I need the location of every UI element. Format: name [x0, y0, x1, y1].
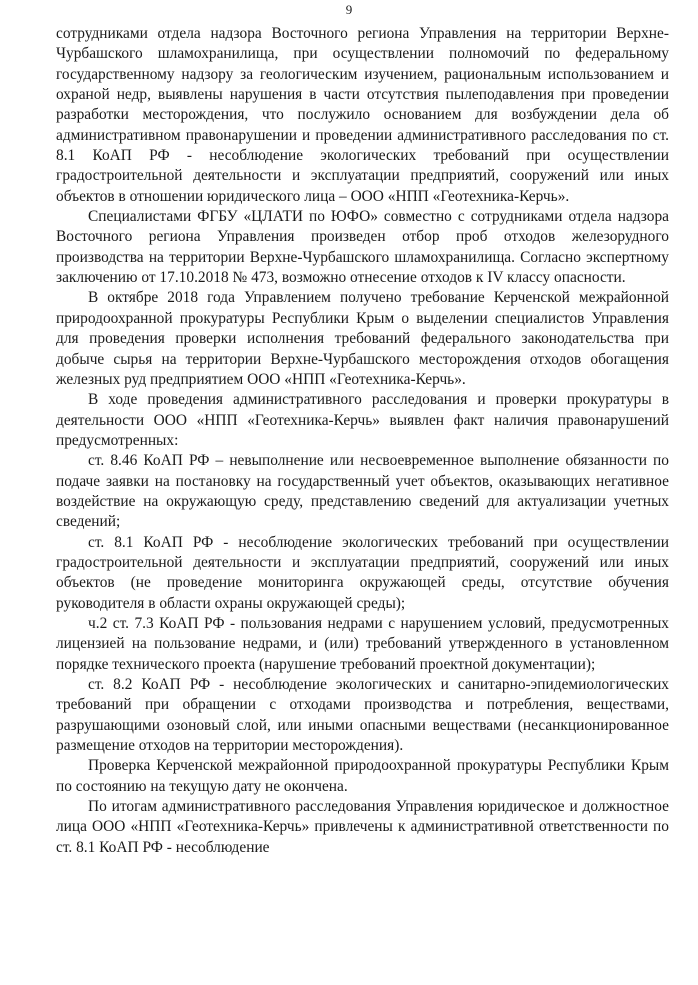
paragraph-8: ст. 8.2 КоАП РФ - несоблюдение экологических и санитарно-эпидемиологических требований при обращении с отходами производства и потребления, веществами, разрушающими озоновый слой, или иными опасными веществами (несанкционированное размещение отходов на территории месторождения). — [56, 676, 669, 755]
paragraph-5: ст. 8.46 КоАП РФ – невыполнение или несвоевременное выполнение обязанности по подаче заявки на постановку на государственный учет объектов, оказывающих негативное воздействие на окружающую среду, представлению сведений для актуализации учетных сведений; — [56, 452, 669, 531]
document-body — [56, 24, 669, 858]
page-number: 9 — [345, 2, 353, 17]
paragraph-7: ч.2 ст. 7.3 КоАП РФ - пользования недрами с нарушением условий, предусмотренных лицензией на пользование недрами, и (или) требований утвержденного в установленном порядке технического проекта (нарушение требований проектной документации); — [56, 614, 669, 673]
paragraph-2: Специалистами ФГБУ «ЦЛАТИ по ЮФО» совместно с сотрудниками отдела надзора Восточного региона Управления произведен отбор проб отходов железорудного производства на территории Верхне-Чурбашского шламохранилища. Согласно экспертному заключению от 17.10.2018 № 473, возможно отнесение отходов к IV классу опасности. — [56, 208, 669, 287]
paragraph-10: По итогам административного расследования Управления юридическое и должностное лица ООО «НПП «Геотехника-Керчь» привлечены к административной ответственности по ст. 8.1 КоАП РФ - несоблюдение — [56, 798, 669, 856]
paragraph-4: В ходе проведения административного расследования и проверки прокуратуры в деятельности ООО «НПП «Геотехника-Керчь» выявлен факт наличия правонарушений предусмотренных: — [56, 391, 669, 449]
paragraph-1: сотрудниками отдела надзора Восточного региона Управления на территории Верхне-Чурбашского шламохранилища, при осуществлении полномочий по федеральному государственному надзору за геологическим изучением, рациональным использованием и охраной недр, выявлены нарушения в части отсутствия пылеподавления при проведении разработки месторождения, что послужило основанием для возбуждении дела об административном правонарушении и проведении административного расследования по ст. 8.1 КоАП РФ - несоблюдение экологических требований при осуществлении градостроительной деятельности и эксплуатации предприятий, сооружений или иных объектов в отношении юридического лица – ООО «НПП «Геотехника-Керчь». — [56, 25, 669, 205]
paragraph-9: Проверка Керченской межрайонной природоохранной прокуратуры Республики Крым по состоянию на текущую дату не окончена. — [56, 757, 669, 795]
paragraph-3: В октябре 2018 года Управлением получено требование Керченской межрайонной природоохранной прокуратуры Республики Крым о выделении специалистов Управления для проведения проверки исполнения требований федерального законодательства при добыче сырья на территории Верхне-Чурбашского месторождения отходов обогащения железных руд предприятием ООО «НПП «Геотехника-Керчь». — [56, 289, 669, 388]
paragraph-6: ст. 8.1 КоАП РФ - несоблюдение экологических требований при осуществлении градостроительной деятельности и эксплуатации предприятий, сооружений или иных объектов (не проведение мониторинга окружающей среды, отсутствие обучения руководителя в области охраны окружающей среды); — [56, 533, 669, 612]
